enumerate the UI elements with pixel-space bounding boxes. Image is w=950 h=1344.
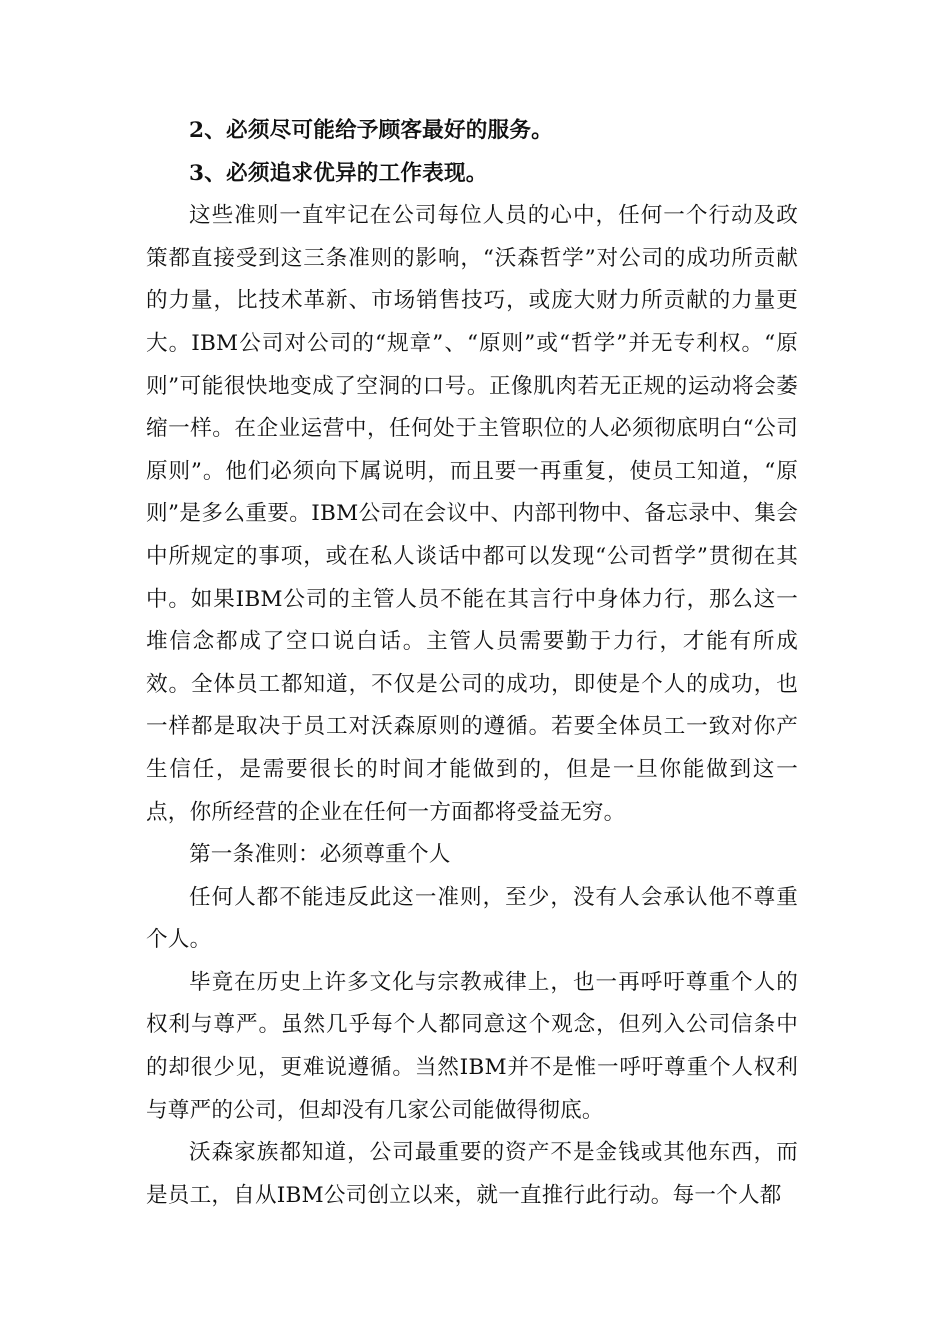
body-paragraph-history: 毕竟在历史上许多文化与宗教戒律上，也一再呼吁尊重个人的权利与尊严。虽然几乎每个人都同意这个观念，但列入公司信条中的却很少见，更难说遵循。当然IBM并不是惟一呼吁尊重个人权利与尊严的公司，但却没有几家公司能做得彻底。	[146, 969, 798, 1123]
principle-2-item: 2、必须尽可能给予顾客最好的服务。	[189, 118, 553, 143]
document-page	[146, 110, 798, 1217]
principle-3-item: 3、必须追求优异的工作表现。	[189, 160, 488, 186]
body-paragraph-watson-philosophy: 这些准则一直牢记在公司每位人员的心中，任何一个行动及政策都直接受到这三条准则的影响，“沃森哲学”对公司的成功所贡献的力量，比技术革新、市场销售技巧，或庞大财力所贡献的力量更大。IBM公司对公司的“规章”、“原则”或“哲学”并无专利权。“原则”可能很快地变成了空洞的口号。正像肌肉若无正规的运动将会萎缩一样。在企业运营中，任何处于主管职位的人必须彻底明白“公司原则”。他们必须向下属说明，而且要一再重复，使员工知道，“原则”是多么重要。IBM公司在会议中、内部刊物中、备忘录中、集会中所规定的事项，或在私人谈话中都可以发现“公司哲学”贯彻在其中。如果IBM公司的主管人员不能在其言行中身体力行，那么这一堆信念都成了空口说白话。主管人员需要勤于力行，才能有所成效。全体员工都知道，不仅是公司的成功，即使是个人的成功，也一样都是取决于员工对沃森原则的遵循。若要全体员工一致对你产生信任，是需要很长的时间才能做到的，但是一旦你能做到这一点，你所经营的企业在任何一方面都将受益无穷。	[146, 203, 798, 825]
body-paragraph-watson-family: 沃森家族都知道，公司最重要的资产不是金钱或其他东西，而是员工，自从IBM公司创立以来，就一直推行此行动。每一个人都	[146, 1140, 798, 1208]
section-heading-first-principle: 第一条准则：必须尊重个人	[189, 842, 451, 868]
body-paragraph-no-violation: 任何人都不能违反此这一准则，至少，没有人会承认他不尊重个人。	[146, 884, 798, 953]
